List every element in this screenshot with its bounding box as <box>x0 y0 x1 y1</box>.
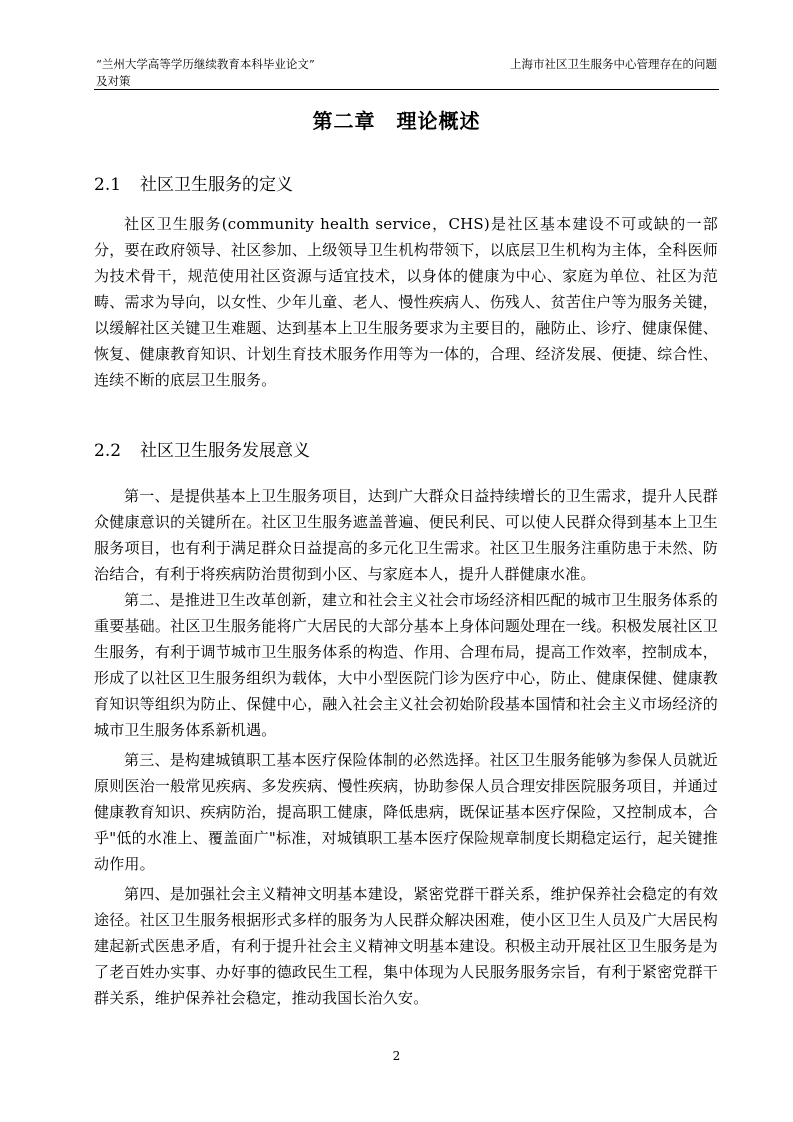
section-number: 2.2 <box>94 441 122 461</box>
header-left-line-2: 及对策 <box>96 74 131 88</box>
page-number: 2 <box>392 1049 401 1063</box>
chapter-title: 第二章 理论概述 <box>312 109 481 133</box>
header-divider <box>94 89 719 90</box>
paragraph-third-point: 第三、是构建城镇职工基本医疗保险体制的必然选择。社区卫生服务能够为参保人员就近原则医治一般常见疾病、多发疾病、慢性疾病，协助参保人员合理安排医院服务项目，并通过健康教育知识、疾病防治，提高职工健康，降低患病，既保证基本医疗保险，又控制成本，合乎"低的水准上、覆盖面广"标准，对城镇职工基本医疗保险规章制度长期稳定运行，起关键推动作用。 <box>94 751 718 873</box>
paragraph-fourth-point: 第四、是加强社会主义精神文明基本建设，紧密党群干群关系，维护保养社会稳定的有效途径。社区卫生服务根据形式多样的服务为人民群众解决困难，使小区卫生人员及广大居民构建起新式医患矛盾，有利于提升社会主义精神文明基本建设。积极主动开展社区卫生服务是为了老百姓办实事、办好事的德政民生工程，集中体现为人民服务服务宗旨，有利于紧密党群干群关系，维护保养社会稳定，推动我国长治久安。 <box>94 885 718 1007</box>
section-title-text: 社区卫生服务发展意义 <box>140 441 310 461</box>
paragraph-first-point: 第一、是提供基本上卫生服务项目，达到广大群众日益持续增长的卫生需求，提升人民群众健康意识的关键所在。社区卫生服务遮盖普遍、便民利民、可以使人民群众得到基本上卫生服务项目，也有利于满足群众日益提高的多元化卫生需求。社区卫生服务注重防患于未然、防治结合，有利于将疾病防治贯彻到小区、与家庭本人，提升人群健康水准。 <box>94 487 718 583</box>
header-paper-topic: 上海市社区卫生服务中心管理存在的问题 <box>510 57 717 71</box>
section-title-text: 社区卫生服务的定义 <box>140 175 293 195</box>
section-heading-2-1 <box>94 173 293 197</box>
header-thesis-title <box>96 56 396 90</box>
paragraph-definition: 社区卫生服务(community health service，CHS)是社区基本建设不可或缺的一部分，要在政府领导、社区参加、上级领导卫生机构带领下，以底层卫生机构为主体，全科医师为技术骨干，规范使用社区资源与适宜技术，以身体的健康为中心、家庭为单位、社区为范畴、需求为导向，以女性、少年儿童、老人、慢性疾病人、伤残人、贫苦住户等为服务关键，以缓解社区关键卫生难题、达到基本上卫生服务要求为主要目的，融防止、诊疗、健康保健、恢复、健康教育知识、计划生育技术服务作用等为一体的，合理、经济发展、便捷、综合性、连续不断的底层卫生服务。 <box>94 215 718 389</box>
paragraph-second-point: 第二、是推进卫生改革创新，建立和社会主义社会市场经济相匹配的城市卫生服务体系的重要基础。社区卫生服务能将广大居民的大部分基本上身体问题处理在一线。积极发展社区卫生服务，有利于调节城市卫生服务体系的构造、作用、合理布局，提高工作效率，控制成本，形成了以社区卫生服务组织为载体，大中小型医院门诊为医疗中心，防止、健康保健、健康教育知识等组织为防止、保健中心，融入社会主义社会初始阶段基本国情和社会主义市场经济的城市卫生服务体系新机遇。 <box>94 591 718 739</box>
section-heading-2-2 <box>94 439 310 463</box>
header-left-line-1: “兰州大学高等学历继续教育本科毕业论文” <box>96 57 315 71</box>
section-number: 2.1 <box>94 175 122 195</box>
